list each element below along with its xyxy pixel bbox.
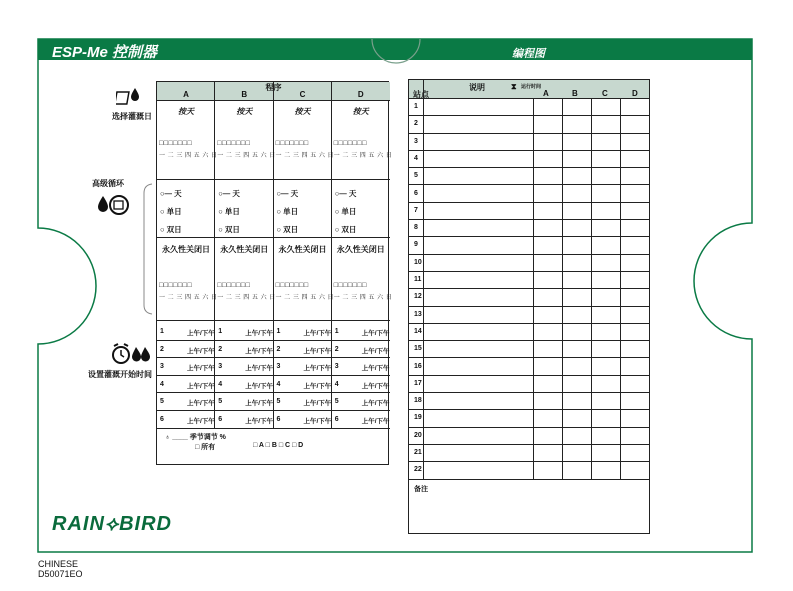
station-number: 10 xyxy=(414,258,422,266)
am-pm-label[interactable]: 上午/下午 xyxy=(361,418,390,425)
station-row[interactable] xyxy=(409,272,649,289)
station-row[interactable] xyxy=(409,307,649,324)
radio-even[interactable]: ○ 双日 xyxy=(334,225,357,234)
station-number: 17 xyxy=(414,379,422,387)
am-pm-label[interactable]: 上午/下午 xyxy=(303,330,332,337)
start-time-number: 5 xyxy=(218,398,223,406)
start-time-number: 1 xyxy=(334,328,339,335)
station-row[interactable] xyxy=(409,255,649,272)
start-time-number: 3 xyxy=(276,363,281,371)
station-number: 1 xyxy=(414,103,418,110)
start-time-number: 1 xyxy=(218,328,223,335)
station-row[interactable] xyxy=(409,376,649,393)
start-time-number: 4 xyxy=(276,380,281,388)
am-pm-label[interactable]: 上午/下午 xyxy=(303,347,332,355)
weekday-labels: 一 二 三 四 五 六 日 xyxy=(333,153,393,159)
radio-even[interactable]: ○ 双日 xyxy=(276,225,299,234)
station-number: 18 xyxy=(414,397,422,405)
radio-days[interactable]: ○— 天 xyxy=(218,189,240,198)
station-row[interactable] xyxy=(409,428,649,445)
col-letter: C xyxy=(299,90,306,99)
label-water-days: 选择灌溉日 xyxy=(112,112,152,121)
bracket xyxy=(140,183,154,315)
divider xyxy=(157,179,390,180)
off-weekday-labels: 一 二 三 四 五 六 日 xyxy=(217,295,276,301)
station-number: 21 xyxy=(414,449,422,456)
notes-label: 备注 xyxy=(414,486,428,493)
start-time-number: 3 xyxy=(160,363,164,371)
station-number: 5 xyxy=(414,172,418,180)
start-time-number: 4 xyxy=(218,380,223,388)
off-checkboxes[interactable]: □□□□□□□ xyxy=(275,282,309,289)
off-weekday-labels: 一 二 三 四 五 六 日 xyxy=(159,295,218,301)
station-row[interactable] xyxy=(409,359,649,376)
start-time-number: 2 xyxy=(218,345,223,353)
start-time-number: 6 xyxy=(218,416,223,423)
row-divider xyxy=(157,375,390,376)
start-time-number: 1 xyxy=(160,328,164,335)
start-time-number: 5 xyxy=(334,398,339,406)
hourglass-icon: ⧗ xyxy=(511,82,517,91)
off-checkboxes[interactable]: □□□□□□□ xyxy=(333,282,367,289)
radio-odd[interactable]: ○ 单日 xyxy=(218,207,240,216)
station-row[interactable] xyxy=(409,289,649,306)
station-row[interactable] xyxy=(409,220,649,237)
start-time-number: 6 xyxy=(160,416,164,423)
grid-line xyxy=(533,99,534,480)
radio-days[interactable]: ○— 天 xyxy=(160,189,182,198)
station-row[interactable] xyxy=(409,99,649,116)
start-time-number: 6 xyxy=(334,416,339,423)
calendar-drop-icon xyxy=(116,86,142,108)
by-day: 按天 xyxy=(236,107,253,116)
row-divider xyxy=(157,340,390,341)
perm-off-label: 永久性关闭日 xyxy=(162,245,210,254)
am-pm-label[interactable]: 上午/下午 xyxy=(187,382,215,390)
start-time-number: 3 xyxy=(218,363,223,371)
seasonal-options[interactable]: □ A □ B □ C □ D xyxy=(253,442,304,449)
divider xyxy=(157,320,390,321)
grid-line xyxy=(423,80,424,480)
station-number: 15 xyxy=(414,345,422,353)
am-pm-label[interactable]: 上午/下午 xyxy=(187,365,215,373)
station-row[interactable] xyxy=(409,445,649,462)
col-letter: A xyxy=(183,90,189,99)
station-number: 11 xyxy=(414,276,422,283)
am-pm-label[interactable]: 上午/下午 xyxy=(187,400,215,408)
radio-odd[interactable]: ○ 单日 xyxy=(276,207,299,216)
station-number: 19 xyxy=(414,414,422,422)
am-pm-label[interactable]: 上午/下午 xyxy=(245,400,274,408)
col-letter: B xyxy=(241,90,248,99)
controller-title: ESP-Me 控制器 xyxy=(52,44,158,61)
start-time-number: 5 xyxy=(276,398,281,406)
off-weekday-labels: 一 二 三 四 五 六 日 xyxy=(333,295,393,301)
am-pm-label[interactable]: 上午/下午 xyxy=(361,347,390,355)
day-checkboxes[interactable]: □□□□□□□ xyxy=(159,140,193,147)
perm-off-label: 永久性关闭日 xyxy=(278,245,327,254)
by-day: 按天 xyxy=(178,107,194,116)
radio-even[interactable]: ○ 双日 xyxy=(160,225,182,234)
seasonal-adjust: ♁ ____ 季节调节 % xyxy=(165,434,226,441)
divider xyxy=(157,237,390,238)
am-pm-label[interactable]: 上午/下午 xyxy=(187,347,215,355)
drop-small-icon: ♁ xyxy=(165,434,171,441)
program-col-c xyxy=(274,82,335,428)
sched-col-d: D xyxy=(632,89,638,98)
station-number: 3 xyxy=(414,137,418,145)
am-pm-label[interactable]: 上午/下午 xyxy=(303,382,332,390)
am-pm-label[interactable]: 上午/下午 xyxy=(187,418,215,425)
desc-header: 说明 xyxy=(469,83,485,92)
program-col-d xyxy=(332,82,393,428)
weekday-labels: 一 二 三 四 五 六 日 xyxy=(217,153,276,159)
off-checkboxes[interactable]: □□□□□□□ xyxy=(159,282,193,289)
off-weekday-labels: 一 二 三 四 五 六 日 xyxy=(275,295,335,301)
start-time-number: 2 xyxy=(160,345,164,353)
schedule-title: 编程图 xyxy=(512,48,545,60)
start-time-number: 4 xyxy=(334,380,339,388)
grid-line xyxy=(562,99,563,480)
sched-col-b: B xyxy=(572,89,578,98)
grid-line xyxy=(591,99,592,480)
start-time-number: 2 xyxy=(276,345,281,353)
am-pm-label[interactable]: 上午/下午 xyxy=(361,400,390,408)
start-time-number: 4 xyxy=(160,380,164,388)
program-col-a xyxy=(157,82,218,428)
rain-bird-logo: RAIN⟡BIRD xyxy=(52,513,172,535)
station-row[interactable] xyxy=(409,203,649,220)
start-time-number: 1 xyxy=(276,328,281,335)
seasonal-label: 季节调节 % xyxy=(189,434,226,441)
start-time-number: 6 xyxy=(276,416,281,423)
day-checkboxes[interactable]: □□□□□□□ xyxy=(275,140,309,147)
radio-days[interactable]: ○— 天 xyxy=(334,189,357,198)
station-number: 9 xyxy=(414,241,418,249)
runtime-header: 运行时间 xyxy=(521,84,542,90)
schedule-table xyxy=(408,79,650,534)
station-number: 16 xyxy=(414,362,422,370)
radio-days[interactable]: ○— 天 xyxy=(276,189,299,198)
row-divider xyxy=(157,357,390,358)
radio-odd[interactable]: ○ 单日 xyxy=(160,207,182,216)
day-checkboxes[interactable]: □□□□□□□ xyxy=(217,140,251,147)
station-row[interactable] xyxy=(409,116,649,133)
am-pm-label[interactable]: 上午/下午 xyxy=(245,418,274,425)
sched-col-a: A xyxy=(543,89,549,98)
am-pm-label[interactable]: 上午/下午 xyxy=(303,365,332,373)
schedule-header xyxy=(409,80,649,99)
station-number: 6 xyxy=(414,189,418,197)
start-time-number: 5 xyxy=(160,398,164,406)
am-pm-label[interactable]: 上午/下午 xyxy=(245,330,274,337)
station-row[interactable] xyxy=(409,341,649,358)
weekday-labels: 一 二 三 四 五 六 日 xyxy=(275,153,335,159)
station-row[interactable] xyxy=(409,134,649,151)
am-pm-label[interactable]: 上午/下午 xyxy=(303,400,332,408)
start-time-number: 2 xyxy=(334,345,339,353)
station-row[interactable] xyxy=(409,186,649,203)
clock-drop-icon xyxy=(110,342,150,366)
divider xyxy=(157,428,390,429)
station-number: 4 xyxy=(414,154,418,162)
off-checkboxes[interactable]: □□□□□□□ xyxy=(217,282,251,289)
station-number: 12 xyxy=(414,293,422,301)
station-number: 8 xyxy=(414,224,418,232)
label-cycle: 高级循环 xyxy=(92,179,124,188)
am-pm-label[interactable]: 上午/下午 xyxy=(361,330,390,337)
col-letter: D xyxy=(357,90,364,99)
program-title: 程序 xyxy=(265,83,282,92)
am-pm-label[interactable]: 上午/下午 xyxy=(245,365,274,373)
row-divider xyxy=(157,410,390,411)
by-day: 按天 xyxy=(294,107,311,116)
station-number: 7 xyxy=(414,206,418,214)
footer-code: D50071EO xyxy=(38,569,83,579)
station-number: 22 xyxy=(414,466,422,474)
am-pm-label[interactable]: 上午/下午 xyxy=(303,418,332,425)
cycle-drop-icon xyxy=(95,193,131,217)
start-time-number: 3 xyxy=(334,363,339,371)
sched-col-c: C xyxy=(602,89,608,98)
by-day: 按天 xyxy=(352,107,369,116)
station-row[interactable] xyxy=(409,237,649,254)
radio-even[interactable]: ○ 双日 xyxy=(218,225,240,234)
station-header: 站点 xyxy=(413,90,429,99)
station-number: 13 xyxy=(414,310,422,318)
grid-line xyxy=(620,99,621,480)
am-pm-label[interactable]: 上午/下午 xyxy=(245,347,274,355)
seasonal-all[interactable]: □ 所有 xyxy=(195,444,216,451)
station-number: 2 xyxy=(414,120,418,128)
weekday-labels: 一 二 三 四 五 六 日 xyxy=(159,153,218,159)
station-row[interactable] xyxy=(409,168,649,185)
station-number: 20 xyxy=(414,431,422,439)
station-row[interactable] xyxy=(409,410,649,427)
am-pm-label[interactable]: 上午/下午 xyxy=(245,382,274,390)
station-row[interactable] xyxy=(409,151,649,168)
station-row[interactable] xyxy=(409,393,649,410)
station-row[interactable] xyxy=(409,324,649,341)
am-pm-label[interactable]: 上午/下午 xyxy=(361,382,390,390)
row-divider xyxy=(157,392,390,393)
label-start-times: 设置灌溉开始时间 xyxy=(88,370,152,379)
am-pm-label[interactable]: 上午/下午 xyxy=(187,330,215,337)
station-number: 14 xyxy=(414,327,422,335)
radio-odd[interactable]: ○ 单日 xyxy=(334,207,357,216)
am-pm-label[interactable]: 上午/下午 xyxy=(361,365,390,373)
station-row[interactable] xyxy=(409,462,649,479)
perm-off-label: 永久性关闭日 xyxy=(336,245,385,254)
footer-language: CHINESE xyxy=(38,559,79,569)
day-checkboxes[interactable]: □□□□□□□ xyxy=(333,140,367,147)
program-table xyxy=(156,81,393,465)
perm-off-label: 永久性关闭日 xyxy=(220,245,269,254)
